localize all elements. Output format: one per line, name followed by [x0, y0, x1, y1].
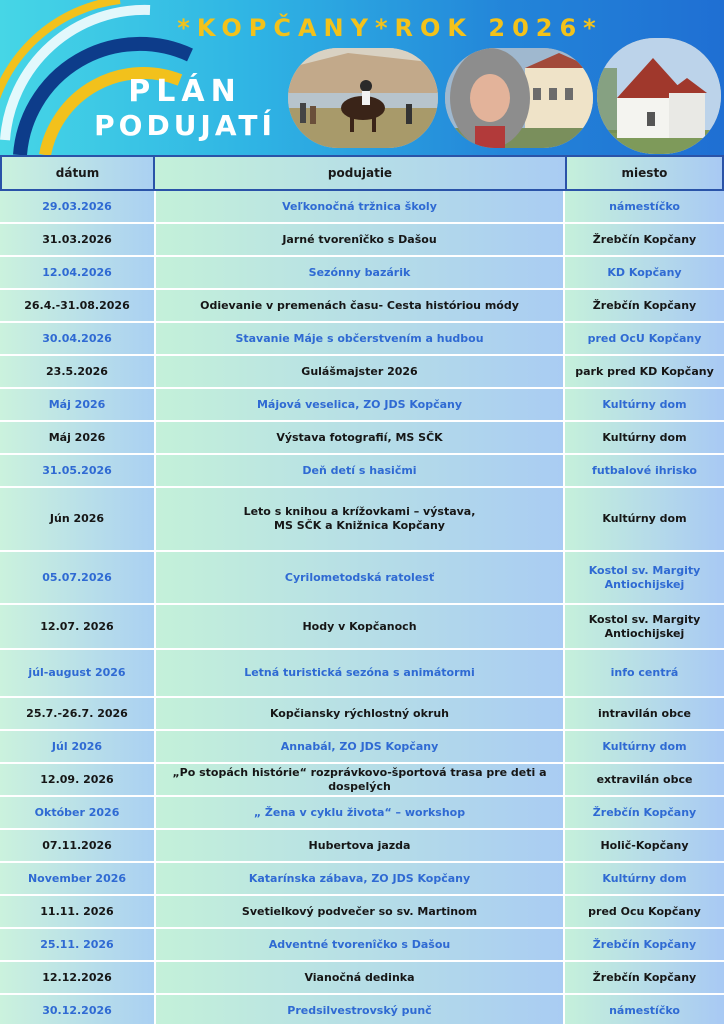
- row-place: park pred KD Kopčany: [575, 364, 714, 378]
- table-row: [0, 323, 724, 356]
- row-event: Svetielkový podvečer so sv. Martinom: [154, 896, 565, 927]
- row-place: Kultúrny dom: [602, 739, 687, 753]
- row-event: Jarné tvorenîčko s Dašou: [154, 224, 565, 255]
- row-date: 31.03.2026: [42, 232, 112, 246]
- row-event: Deň detí s hasičmi: [154, 455, 565, 486]
- table-row: [0, 455, 724, 488]
- row-place: intravilán obce: [598, 706, 691, 720]
- row-date: 12.07. 2026: [40, 619, 114, 633]
- row-event: Hody v Kopčanoch: [154, 605, 565, 648]
- row-event: Vianočná dedinka: [154, 962, 565, 993]
- table-row: [0, 290, 724, 323]
- row-place-line2: Antiochijskej: [604, 577, 685, 591]
- row-event: [154, 488, 565, 550]
- row-place: Kultúrny dom: [602, 397, 687, 411]
- row-date: Máj 2026: [48, 397, 106, 411]
- row-event: Hubertova jazda: [154, 830, 565, 861]
- row-place-line1: Kostol sv. Margity: [588, 563, 701, 577]
- table-row: [0, 552, 724, 605]
- table-row: [0, 995, 724, 1028]
- table-row: [0, 863, 724, 896]
- row-event: „ Žena v cyklu života“ – workshop: [154, 797, 565, 828]
- row-date: Október 2026: [34, 805, 120, 819]
- row-event-line1: Leto s knihou a krížovkami – výstava,: [243, 505, 476, 518]
- row-place: Holič-Kopčany: [600, 838, 689, 852]
- row-date: 12.04.2026: [42, 265, 112, 279]
- table-row: [0, 650, 724, 698]
- header-event: podujatie: [153, 155, 567, 191]
- row-date: 05.07.2026: [42, 570, 112, 584]
- row-event: Sezónny bazárik: [154, 257, 565, 288]
- row-event: Stavanie Máje s občerstvením a hudbou: [154, 323, 565, 354]
- row-event: Cyrilometodská ratolesť: [154, 552, 565, 603]
- header-banner: [0, 0, 724, 155]
- wigged-person-photo: [445, 48, 593, 148]
- row-event: „Po stopách histórie“ rozprávkovo-športová trasa pre deti a dospelých: [154, 764, 565, 795]
- header-place: miesto: [565, 155, 724, 191]
- row-place: námestíčko: [609, 1003, 680, 1017]
- row-place: Žrebčín Kopčany: [592, 232, 697, 246]
- row-event: Letná turistická sezóna s animátormi: [154, 650, 565, 696]
- row-event: Predsilvestrovský punč: [154, 995, 565, 1026]
- row-event: Májová veselica, ZO JDS Kopčany: [154, 389, 565, 420]
- table-row: [0, 896, 724, 929]
- row-place: Žrebčín Kopčany: [592, 298, 697, 312]
- events-table: [0, 155, 724, 1024]
- row-date: 30.04.2026: [42, 331, 112, 345]
- year-title: *KOPČANY*ROK 2026*: [177, 14, 603, 42]
- row-event-line2: MS SČK a Knižnica Kopčany: [274, 519, 445, 532]
- plan-heading-line1: PLÁN: [128, 74, 242, 109]
- row-place: [565, 605, 724, 648]
- row-date: Máj 2026: [48, 430, 106, 444]
- row-date: 29.03.2026: [42, 199, 112, 213]
- table-row: [0, 389, 724, 422]
- chapel-photo: [597, 38, 721, 154]
- table-row: [0, 422, 724, 455]
- table-row: [0, 257, 724, 290]
- table-row: [0, 224, 724, 257]
- row-date: Jún 2026: [49, 512, 105, 525]
- row-place: námestíčko: [609, 199, 680, 213]
- table-row: [0, 698, 724, 731]
- row-date: Júl 2026: [51, 739, 103, 753]
- row-place: Žrebčín Kopčany: [592, 805, 697, 819]
- row-place: [565, 552, 724, 603]
- row-date: 11.11. 2026: [40, 904, 114, 918]
- row-place-line2: Antiochijskej: [604, 626, 685, 640]
- plan-heading: [70, 75, 300, 143]
- row-place: Kultúrny dom: [602, 430, 687, 444]
- row-place: info centrá: [610, 666, 679, 679]
- row-event: Veľkonočná tržnica školy: [154, 191, 565, 222]
- table-row: [0, 488, 724, 552]
- row-date: 07.11.2026: [42, 838, 112, 852]
- plan-heading-line2: PODUJATÍ: [94, 109, 276, 142]
- row-place: pred OcU Kopčany: [587, 331, 702, 345]
- table-row: [0, 356, 724, 389]
- table-row: [0, 605, 724, 650]
- equestrian-photo: [288, 48, 438, 148]
- row-date: 25.7.-26.7. 2026: [26, 706, 128, 720]
- row-event: Výstava fotografií, MS SČK: [154, 422, 565, 453]
- row-place: Kultúrny dom: [602, 871, 687, 885]
- row-event: Kopčiansky rýchlostný okruh: [154, 698, 565, 729]
- table-row: [0, 797, 724, 830]
- row-date: júl-august 2026: [28, 666, 126, 679]
- row-date: November 2026: [27, 871, 127, 885]
- row-place: KD Kopčany: [607, 265, 682, 279]
- table-row: [0, 962, 724, 995]
- row-place: pred Ocu Kopčany: [588, 904, 701, 918]
- row-event: Odievanie v premenách času- Cesta históriou módy: [154, 290, 565, 321]
- table-row: [0, 764, 724, 797]
- row-place-line1: Kostol sv. Margity: [588, 612, 701, 626]
- row-place: futbalové ihrisko: [592, 463, 697, 477]
- row-place: Kultúrny dom: [602, 512, 687, 525]
- row-date: 31.05.2026: [42, 463, 112, 477]
- table-row: [0, 929, 724, 962]
- row-date: 30.12.2026: [42, 1003, 112, 1017]
- row-place: Žrebčín Kopčany: [592, 937, 697, 951]
- header-date: dátum: [0, 155, 155, 191]
- table-header-row: [0, 155, 724, 191]
- row-place: Žrebčín Kopčany: [592, 970, 697, 984]
- table-row: [0, 731, 724, 764]
- row-date: 12.12.2026: [42, 970, 112, 984]
- table-body: [0, 191, 724, 1028]
- row-date: 25.11. 2026: [40, 937, 114, 951]
- table-row: [0, 830, 724, 863]
- row-event: Annabál, ZO JDS Kopčany: [154, 731, 565, 762]
- row-place: extravilán obce: [596, 772, 693, 786]
- table-row: [0, 191, 724, 224]
- row-date: 23.5.2026: [46, 364, 108, 378]
- row-date: 26.4.-31.08.2026: [24, 298, 130, 312]
- row-event: Adventné tvorenîčko s Dašou: [154, 929, 565, 960]
- row-event: Gulášmajster 2026: [154, 356, 565, 387]
- row-event: Katarínska zábava, ZO JDS Kopčany: [154, 863, 565, 894]
- row-date: 12.09. 2026: [40, 772, 114, 786]
